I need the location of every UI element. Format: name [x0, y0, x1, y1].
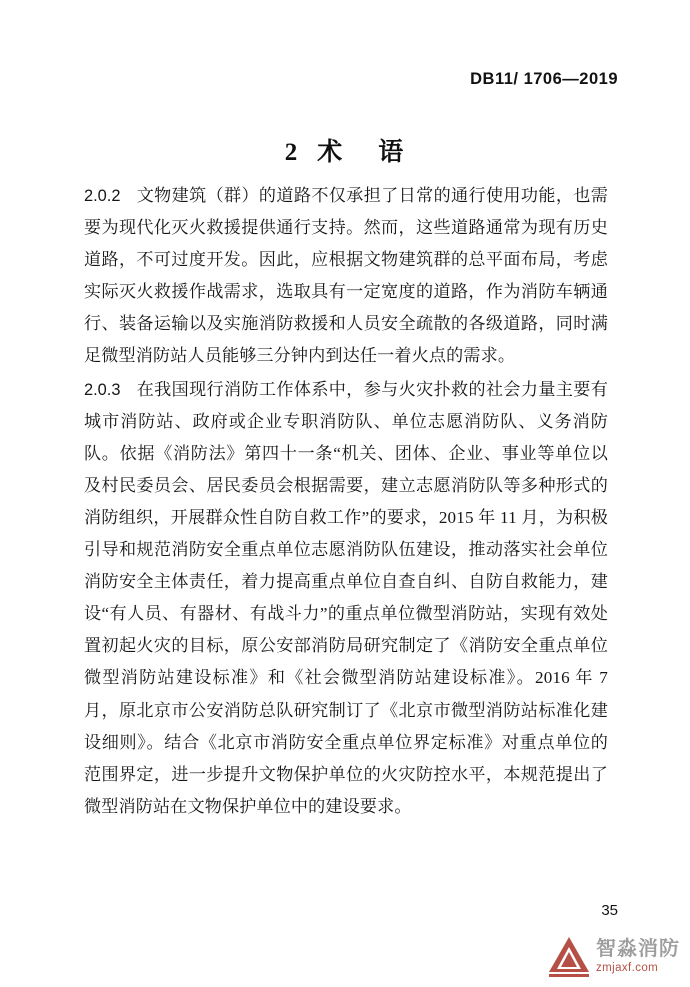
watermark: [547, 935, 680, 979]
paragraph-2-0-2: [84, 180, 608, 373]
paragraph-text-2-0-3: 在我国现行消防工作体系中，参与火灾扑救的社会力量主要有城市消防站、政府或企业专职消防队、单位志愿消防队、义务消防队。依据《消防法》第四十一条“机关、团体、企业、事业等单位以及村民委员会、居民委员会根据需要，建立志愿消防队等多种形式的消防组织，开展群众性自防自救工作”的要求，2015 年 11 月，为积极引导和规范消防安全重点单位志愿消防队伍建设，推动落实社会单位消防安全主体责任，着力提高重点单位自查自纠、自防自救能力，建设“有人员、有器材、有战斗力”的重点单位微型消防站，实现有效处置初起火灾的目标，原公安部消防局研究制定了《消防安全重点单位微型消防站建设标准》和《社会微型消防站建设标准》。2016 年 7 月，原北京市公安消防总队研究制订了《北京市微型消防站标准化建设细则》。结合《北京市消防安全重点单位界定标准》对重点单位的范围界定，进一步提升文物保护单位的火灾防控水平，本规范提出了微型消防站在文物保护单位中的建设要求。: [84, 379, 608, 816]
page-header-standard-code: DB11/ 1706—2019: [470, 70, 618, 88]
watermark-title: 智淼消防: [596, 938, 680, 961]
paragraph-label-2-0-2: 2.0.2: [84, 187, 121, 205]
body-text-column: [84, 180, 608, 824]
watermark-text: [596, 939, 680, 975]
watermark-subtitle: zmjaxf.com: [596, 962, 659, 975]
flame-logo-icon: [547, 935, 591, 979]
paragraph-text-2-0-2: 文物建筑（群）的道路不仅承担了日常的通行使用功能，也需要为现代化灭火救援提供通行支持。然而，这些道路通常为现有历史道路，不可过度开发。因此，应根据文物建筑群的总平面布局，考虑实际灭火救援作战需求，选取具有一定宽度的道路，作为消防车辆通行、装备运输以及实施消防救援和人员安全疏散的各级道路，同时满足微型消防站人员能够三分钟内到达任一着火点的需求。: [84, 186, 608, 366]
paragraph-2-0-3: [84, 374, 608, 823]
chapter-title-char-1: 术: [317, 139, 345, 166]
chapter-title-char-2: 语: [378, 139, 406, 166]
chapter-heading: [0, 132, 690, 168]
chapter-number: 2: [284, 139, 300, 166]
paragraph-label-2-0-3: 2.0.3: [84, 380, 121, 399]
page-number: 35: [601, 902, 618, 919]
